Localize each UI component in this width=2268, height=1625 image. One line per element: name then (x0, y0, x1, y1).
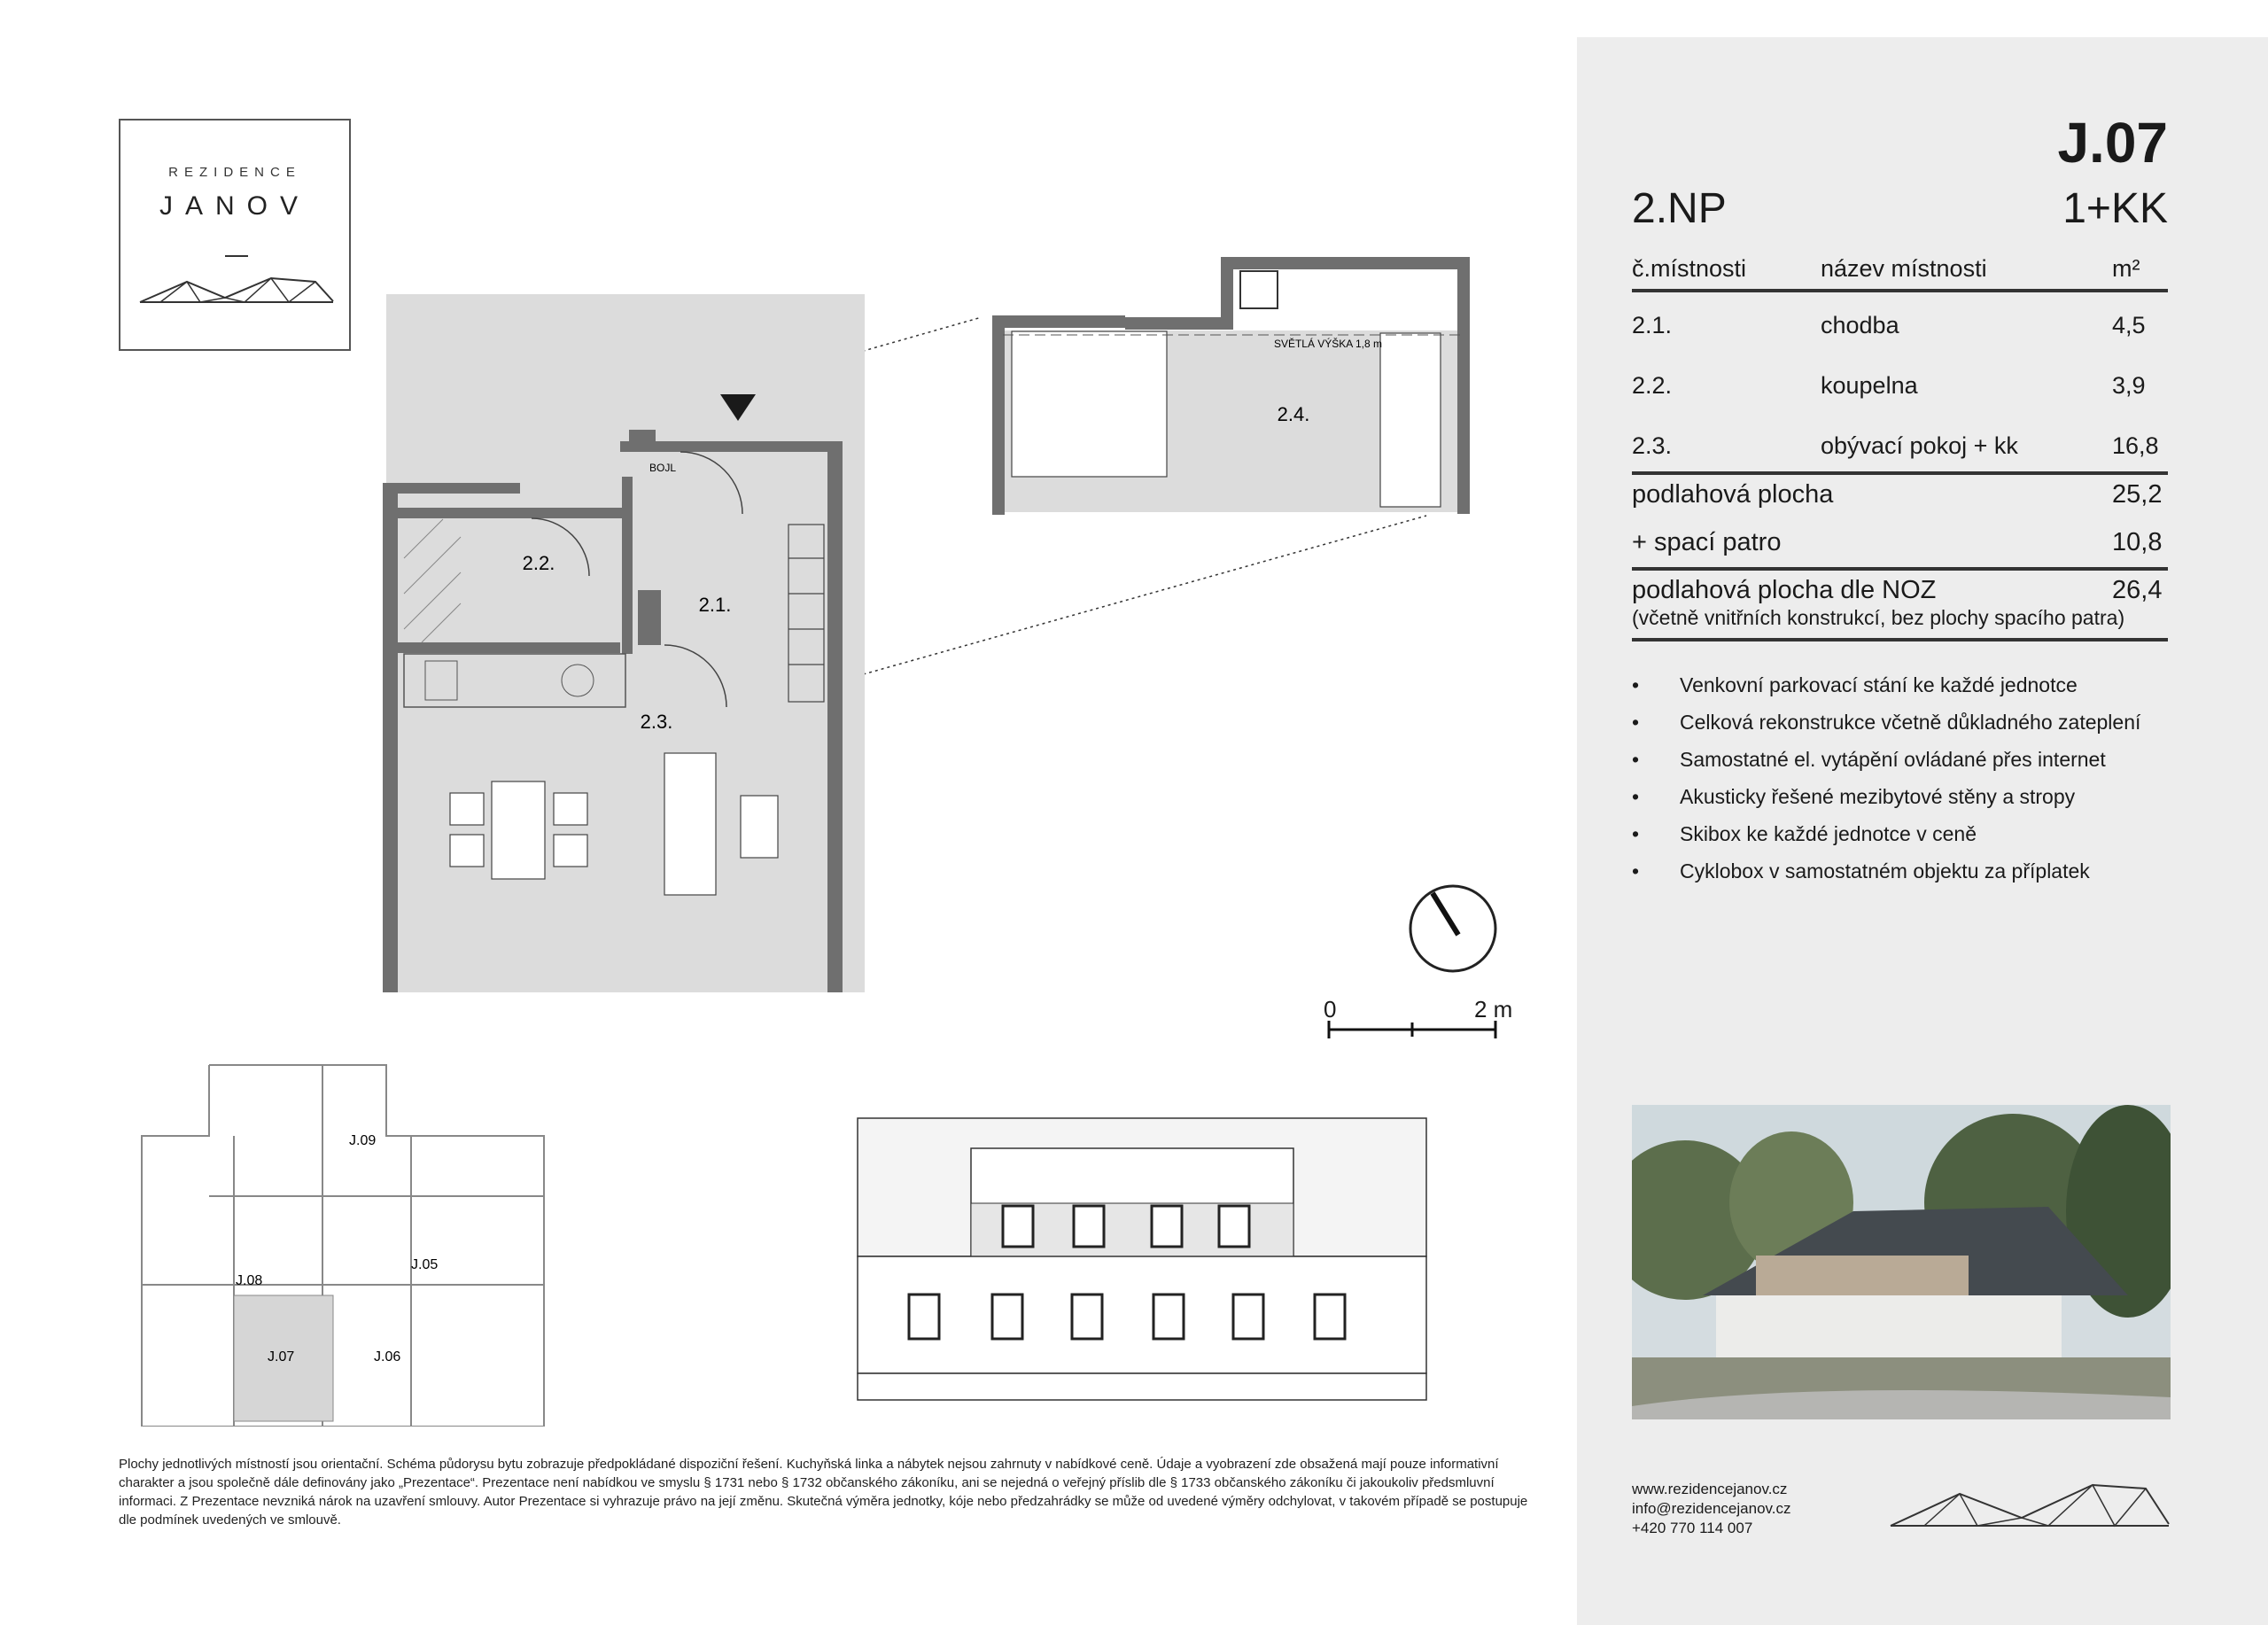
bullet: • (1632, 711, 1640, 734)
room-no: 2.3. (1632, 432, 1673, 459)
bullet: • (1632, 748, 1640, 771)
loft-row (1632, 528, 2168, 557)
divider (1632, 289, 2168, 292)
key-plan (136, 1063, 553, 1427)
email-link[interactable]: info@rezidencejanov.cz (1632, 1500, 1791, 1517)
logo-divider (225, 255, 248, 257)
floor-area-value: 25,2 (2112, 480, 2163, 509)
divider (1632, 567, 2168, 571)
noz-row (1632, 576, 2168, 605)
floor-label: 2.NP (1632, 185, 1727, 232)
room-area: 4,5 (2112, 312, 2146, 338)
floor-area-label: podlahová plocha (1632, 480, 1834, 509)
feature-text: Samostatné el. vytápění ovládané přes internet (1680, 748, 2106, 771)
contact-block (1632, 1480, 1790, 1538)
logo-line1: REZIDENCE (168, 165, 301, 180)
feature-text: Cyklobox v samostatném objektu za příplatek (1680, 859, 2090, 882)
floor-plan (372, 239, 1542, 992)
room-no: 2.1. (1632, 312, 1673, 338)
room-name: koupelna (1821, 372, 1918, 399)
building-rendering (1632, 1105, 2171, 1419)
room-label-2-3: 2.3. (640, 711, 673, 733)
key-plan-j07: J.07 (268, 1349, 295, 1365)
scale-bar (1327, 1019, 1497, 1040)
boiler-label: BOJL (649, 462, 677, 474)
wall (827, 441, 843, 992)
unit-code: J.07 (2057, 111, 2168, 175)
noz-value: 26,4 (2112, 576, 2163, 604)
bullet: • (1632, 785, 1640, 808)
info-panel (1577, 37, 2268, 1625)
disclaimer: Plochy jednotlivých místností jsou orientační. Schéma půdorysu bytu zobrazuje předpokládané dispoziční řešení. Kuchyňská linka a nábytek nejsou zahrnuty v nabídkové ceně. Údaje a vyobrazení zde obsažená mají pouze informativní charakter a jsou společně dále definovány jako „Prezentace“. Prezentace není nabídkou ve smyslu § 1731 nebo § 1732 občanského zákoníku, ani se nejedná o veřejný příslib dle § 1733 občanského zákoníku či jakoukoliv předsmluvní informaci. Z Prezentace nevzniká nárok na uzavření smlouvy. Autor Prezentace si vyhrazuje právo na její změnu. Skutečná výměra jednotky, kóje nebo předzahrádky se může od uvedené výměry odchylovat, v takovém případě se postupuje dle podmínek uvedených ve smlouvě. (119, 1457, 1528, 1528)
bullet: • (1632, 673, 1640, 696)
room-name: obývací pokoj + kk (1821, 432, 2018, 459)
double-bed (1012, 331, 1167, 477)
header-room-no: č.místnosti (1632, 255, 1747, 282)
loft-label: + spací patro (1632, 528, 1782, 556)
phone-number: +420 770 114 007 (1632, 1520, 1753, 1536)
scale-end: 2 m (1474, 996, 1513, 1022)
loft-plan (992, 257, 1470, 515)
loft-height-note: SVĚTLÁ VÝŠKA 1,8 m (1273, 338, 1382, 350)
header-area: m² (2112, 255, 2140, 282)
divider (1632, 471, 2168, 475)
feature-text: Venkovní parkovací stání ke každé jednotce (1680, 673, 2078, 696)
noz-label: podlahová plocha dle NOZ (1632, 576, 1937, 604)
key-plan-j05: J.05 (411, 1257, 439, 1272)
room-label-2-2: 2.2. (522, 552, 555, 574)
bathroom-floor (404, 514, 535, 642)
key-plan-j09: J.09 (349, 1133, 377, 1148)
room-no: 2.2. (1632, 372, 1673, 399)
logo (119, 119, 351, 351)
room-name: chodba (1821, 312, 1899, 338)
bullet: • (1632, 859, 1640, 882)
key-plan-j08: J.08 (236, 1273, 263, 1288)
header-room-name: název místnosti (1821, 255, 1987, 282)
mountain-logo-icon (1889, 1478, 2171, 1529)
feature-text: Skibox ke každé jednotce v ceně (1680, 822, 1977, 845)
room-label-2-1: 2.1. (698, 594, 732, 616)
wall (383, 483, 398, 992)
room-area: 3,9 (2112, 372, 2146, 399)
website-link[interactable]: www.rezidencejanov.cz (1632, 1481, 1788, 1497)
room-label-2-4: 2.4. (1277, 403, 1310, 425)
building-elevation (850, 1115, 1435, 1416)
logo-line2: JANOV (159, 191, 311, 221)
feature-text: Akusticky řešené mezibytové stěny a stropy (1680, 785, 2076, 808)
key-plan-j06: J.06 (374, 1349, 401, 1365)
noz-note: (včetně vnitřních konstrukcí, bez plochy spacího patra) (1632, 606, 2125, 629)
mountain-logo-icon (138, 271, 335, 307)
loft-staircase (1380, 333, 1441, 507)
floor-area-row (1632, 480, 2168, 509)
bullet: • (1632, 822, 1640, 845)
divider (1632, 638, 2168, 641)
scale-start: 0 (1324, 996, 1337, 1022)
loft-value: 10,8 (2112, 528, 2163, 556)
room-area: 16,8 (2112, 432, 2159, 459)
feature-text: Celková rekonstrukce včetně důkladného zateplení (1680, 711, 2141, 734)
layout-label: 1+KK (2062, 185, 2168, 232)
